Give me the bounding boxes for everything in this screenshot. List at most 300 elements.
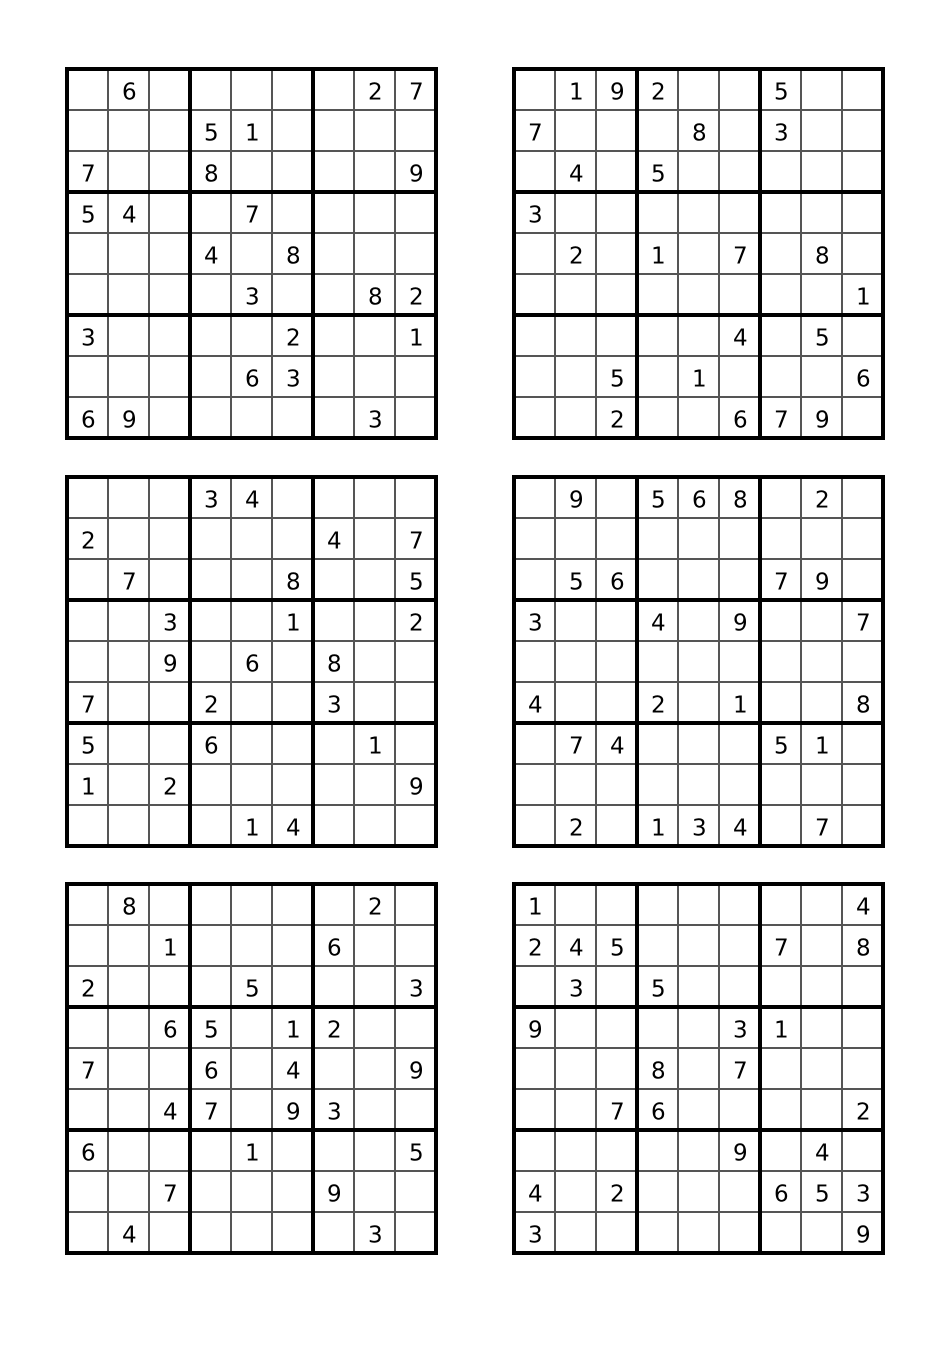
sudoku-cell[interactable] [514,1089,555,1130]
sudoku-cell[interactable] [719,274,760,315]
sudoku-cell[interactable] [801,1171,842,1212]
sudoku-cell[interactable] [108,356,149,397]
sudoku-cell[interactable] [190,884,231,925]
sudoku-cell[interactable] [395,477,436,518]
sudoku-cell[interactable] [395,1171,436,1212]
sudoku-cell[interactable] [149,805,190,846]
sudoku-cell[interactable] [108,110,149,151]
sudoku-cell[interactable] [637,682,678,723]
sudoku-cell[interactable] [760,884,801,925]
sudoku-cell[interactable] [313,1212,354,1253]
sudoku-cell[interactable] [801,356,842,397]
sudoku-cell[interactable] [354,397,395,438]
sudoku-cell[interactable] [514,233,555,274]
sudoku-cell[interactable] [354,1007,395,1048]
sudoku-cell[interactable] [67,641,108,682]
sudoku-cell[interactable] [719,233,760,274]
sudoku-cell[interactable] [514,723,555,764]
sudoku-cell[interactable] [514,1007,555,1048]
sudoku-cell[interactable] [555,1212,596,1253]
sudoku-cell[interactable] [190,274,231,315]
sudoku-cell[interactable] [67,518,108,559]
sudoku-cell[interactable] [231,1089,272,1130]
sudoku-cell[interactable] [190,518,231,559]
sudoku-cell[interactable] [149,966,190,1007]
sudoku-cell[interactable] [67,1212,108,1253]
sudoku-cell[interactable] [760,764,801,805]
sudoku-cell[interactable] [801,682,842,723]
sudoku-cell[interactable] [313,925,354,966]
sudoku-cell[interactable] [395,1048,436,1089]
sudoku-cell[interactable] [272,723,313,764]
sudoku-cell[interactable] [395,192,436,233]
sudoku-cell[interactable] [514,805,555,846]
sudoku-cell[interactable] [678,682,719,723]
sudoku-cell[interactable] [555,1171,596,1212]
sudoku-cell[interactable] [555,1007,596,1048]
sudoku-cell[interactable] [719,559,760,600]
sudoku-cell[interactable] [719,764,760,805]
sudoku-cell[interactable] [760,315,801,356]
sudoku-cell[interactable] [801,884,842,925]
sudoku-cell[interactable] [801,274,842,315]
sudoku-cell[interactable] [637,764,678,805]
sudoku-cell[interactable] [313,682,354,723]
sudoku-cell[interactable] [842,1171,883,1212]
sudoku-cell[interactable] [719,69,760,110]
sudoku-cell[interactable] [354,518,395,559]
sudoku-cell[interactable] [637,151,678,192]
sudoku-cell[interactable] [313,723,354,764]
sudoku-cell[interactable] [555,477,596,518]
sudoku-cell[interactable] [596,151,637,192]
sudoku-cell[interactable] [231,397,272,438]
sudoku-cell[interactable] [149,192,190,233]
sudoku-cell[interactable] [231,884,272,925]
sudoku-cell[interactable] [760,110,801,151]
sudoku-cell[interactable] [354,233,395,274]
sudoku-cell[interactable] [555,1089,596,1130]
sudoku-cell[interactable] [354,723,395,764]
sudoku-cell[interactable] [313,1048,354,1089]
sudoku-cell[interactable] [514,1048,555,1089]
sudoku-cell[interactable] [678,925,719,966]
sudoku-cell[interactable] [842,600,883,641]
sudoku-cell[interactable] [760,1007,801,1048]
sudoku-cell[interactable] [555,966,596,1007]
sudoku-cell[interactable] [842,559,883,600]
sudoku-cell[interactable] [596,110,637,151]
sudoku-cell[interactable] [108,1048,149,1089]
sudoku-cell[interactable] [354,966,395,1007]
sudoku-cell[interactable] [514,641,555,682]
sudoku-cell[interactable] [231,723,272,764]
sudoku-cell[interactable] [231,315,272,356]
sudoku-cell[interactable] [108,1007,149,1048]
sudoku-cell[interactable] [678,1212,719,1253]
sudoku-cell[interactable] [801,518,842,559]
sudoku-cell[interactable] [842,274,883,315]
sudoku-cell[interactable] [149,151,190,192]
sudoku-cell[interactable] [272,925,313,966]
sudoku-cell[interactable] [149,356,190,397]
sudoku-cell[interactable] [842,151,883,192]
sudoku-cell[interactable] [67,1048,108,1089]
sudoku-cell[interactable] [514,764,555,805]
sudoku-cell[interactable] [108,1171,149,1212]
sudoku-cell[interactable] [596,1212,637,1253]
sudoku-cell[interactable] [190,233,231,274]
sudoku-cell[interactable] [596,925,637,966]
sudoku-cell[interactable] [719,682,760,723]
sudoku-cell[interactable] [190,315,231,356]
sudoku-cell[interactable] [108,805,149,846]
sudoku-cell[interactable] [272,477,313,518]
sudoku-cell[interactable] [108,682,149,723]
sudoku-cell[interactable] [149,110,190,151]
sudoku-cell[interactable] [67,1171,108,1212]
sudoku-cell[interactable] [354,151,395,192]
sudoku-cell[interactable] [760,477,801,518]
sudoku-cell[interactable] [514,274,555,315]
sudoku-cell[interactable] [354,1048,395,1089]
sudoku-cell[interactable] [842,925,883,966]
sudoku-cell[interactable] [555,1048,596,1089]
sudoku-cell[interactable] [108,641,149,682]
sudoku-cell[interactable] [760,925,801,966]
sudoku-cell[interactable] [149,274,190,315]
sudoku-cell[interactable] [555,151,596,192]
sudoku-cell[interactable] [149,600,190,641]
sudoku-cell[interactable] [555,1130,596,1171]
sudoku-cell[interactable] [596,1130,637,1171]
sudoku-cell[interactable] [354,559,395,600]
sudoku-cell[interactable] [719,723,760,764]
sudoku-cell[interactable] [231,682,272,723]
sudoku-cell[interactable] [67,69,108,110]
sudoku-cell[interactable] [354,925,395,966]
sudoku-cell[interactable] [67,477,108,518]
sudoku-cell[interactable] [514,1171,555,1212]
sudoku-cell[interactable] [395,110,436,151]
sudoku-cell[interactable] [760,966,801,1007]
sudoku-cell[interactable] [678,397,719,438]
sudoku-cell[interactable] [514,151,555,192]
sudoku-cell[interactable] [272,233,313,274]
sudoku-cell[interactable] [67,723,108,764]
sudoku-cell[interactable] [801,723,842,764]
sudoku-cell[interactable] [354,315,395,356]
sudoku-cell[interactable] [842,966,883,1007]
sudoku-cell[interactable] [555,884,596,925]
sudoku-cell[interactable] [395,518,436,559]
sudoku-cell[interactable] [313,600,354,641]
sudoku-cell[interactable] [842,518,883,559]
sudoku-cell[interactable] [555,764,596,805]
sudoku-cell[interactable] [514,69,555,110]
sudoku-cell[interactable] [719,1212,760,1253]
sudoku-cell[interactable] [678,315,719,356]
sudoku-cell[interactable] [231,69,272,110]
sudoku-cell[interactable] [637,110,678,151]
sudoku-cell[interactable] [67,274,108,315]
sudoku-cell[interactable] [678,69,719,110]
sudoku-cell[interactable] [760,723,801,764]
sudoku-cell[interactable] [190,966,231,1007]
sudoku-cell[interactable] [637,233,678,274]
sudoku-cell[interactable] [555,925,596,966]
sudoku-cell[interactable] [801,600,842,641]
sudoku-cell[interactable] [272,1048,313,1089]
sudoku-cell[interactable] [149,518,190,559]
sudoku-cell[interactable] [108,966,149,1007]
sudoku-cell[interactable] [149,641,190,682]
sudoku-cell[interactable] [395,397,436,438]
sudoku-cell[interactable] [801,1007,842,1048]
sudoku-cell[interactable] [395,723,436,764]
sudoku-cell[interactable] [842,315,883,356]
sudoku-cell[interactable] [395,1212,436,1253]
sudoku-cell[interactable] [719,1007,760,1048]
sudoku-cell[interactable] [760,356,801,397]
sudoku-cell[interactable] [801,805,842,846]
sudoku-cell[interactable] [313,884,354,925]
sudoku-cell[interactable] [596,1048,637,1089]
sudoku-cell[interactable] [555,356,596,397]
sudoku-cell[interactable] [108,518,149,559]
sudoku-cell[interactable] [637,1007,678,1048]
sudoku-cell[interactable] [678,641,719,682]
sudoku-cell[interactable] [354,477,395,518]
sudoku-cell[interactable] [190,1048,231,1089]
sudoku-cell[interactable] [395,1007,436,1048]
sudoku-cell[interactable] [67,600,108,641]
sudoku-cell[interactable] [637,925,678,966]
sudoku-cell[interactable] [801,559,842,600]
sudoku-cell[interactable] [514,559,555,600]
sudoku-cell[interactable] [637,1048,678,1089]
sudoku-cell[interactable] [190,192,231,233]
sudoku-cell[interactable] [67,315,108,356]
sudoku-cell[interactable] [313,1171,354,1212]
sudoku-cell[interactable] [108,1130,149,1171]
sudoku-cell[interactable] [555,518,596,559]
sudoku-cell[interactable] [190,682,231,723]
sudoku-cell[interactable] [313,274,354,315]
sudoku-cell[interactable] [514,110,555,151]
sudoku-cell[interactable] [354,69,395,110]
sudoku-cell[interactable] [555,559,596,600]
sudoku-cell[interactable] [678,151,719,192]
sudoku-cell[interactable] [108,1089,149,1130]
sudoku-cell[interactable] [190,356,231,397]
sudoku-cell[interactable] [231,1048,272,1089]
sudoku-cell[interactable] [801,764,842,805]
sudoku-cell[interactable] [801,1130,842,1171]
sudoku-cell[interactable] [842,682,883,723]
sudoku-cell[interactable] [760,559,801,600]
sudoku-cell[interactable] [678,356,719,397]
sudoku-cell[interactable] [637,69,678,110]
sudoku-cell[interactable] [555,397,596,438]
sudoku-cell[interactable] [313,559,354,600]
sudoku-cell[interactable] [678,764,719,805]
sudoku-cell[interactable] [596,192,637,233]
sudoku-cell[interactable] [760,1171,801,1212]
sudoku-cell[interactable] [272,1171,313,1212]
sudoku-cell[interactable] [555,682,596,723]
sudoku-cell[interactable] [313,151,354,192]
sudoku-cell[interactable] [719,641,760,682]
sudoku-cell[interactable] [231,925,272,966]
sudoku-cell[interactable] [678,600,719,641]
sudoku-cell[interactable] [678,1130,719,1171]
sudoku-cell[interactable] [395,925,436,966]
sudoku-cell[interactable] [678,110,719,151]
sudoku-cell[interactable] [719,925,760,966]
sudoku-cell[interactable] [354,1212,395,1253]
sudoku-cell[interactable] [272,600,313,641]
sudoku-cell[interactable] [190,110,231,151]
sudoku-cell[interactable] [272,1089,313,1130]
sudoku-cell[interactable] [190,1130,231,1171]
sudoku-cell[interactable] [108,600,149,641]
sudoku-cell[interactable] [190,805,231,846]
sudoku-cell[interactable] [354,600,395,641]
sudoku-cell[interactable] [596,315,637,356]
sudoku-cell[interactable] [395,884,436,925]
sudoku-cell[interactable] [272,356,313,397]
sudoku-cell[interactable] [637,274,678,315]
sudoku-cell[interactable] [190,641,231,682]
sudoku-cell[interactable] [678,884,719,925]
sudoku-cell[interactable] [842,764,883,805]
sudoku-cell[interactable] [272,315,313,356]
sudoku-cell[interactable] [149,397,190,438]
sudoku-cell[interactable] [190,397,231,438]
sudoku-cell[interactable] [596,518,637,559]
sudoku-cell[interactable] [842,723,883,764]
sudoku-cell[interactable] [231,764,272,805]
sudoku-cell[interactable] [801,1089,842,1130]
sudoku-cell[interactable] [637,600,678,641]
sudoku-cell[interactable] [760,233,801,274]
sudoku-cell[interactable] [555,274,596,315]
sudoku-cell[interactable] [596,966,637,1007]
sudoku-cell[interactable] [514,884,555,925]
sudoku-cell[interactable] [514,397,555,438]
sudoku-cell[interactable] [272,1130,313,1171]
sudoku-cell[interactable] [555,233,596,274]
sudoku-cell[interactable] [555,69,596,110]
sudoku-cell[interactable] [272,559,313,600]
sudoku-cell[interactable] [313,966,354,1007]
sudoku-cell[interactable] [760,1212,801,1253]
sudoku-cell[interactable] [67,925,108,966]
sudoku-cell[interactable] [801,966,842,1007]
sudoku-cell[interactable] [313,192,354,233]
sudoku-cell[interactable] [231,966,272,1007]
sudoku-cell[interactable] [514,1130,555,1171]
sudoku-cell[interactable] [801,397,842,438]
sudoku-cell[interactable] [596,600,637,641]
sudoku-cell[interactable] [514,356,555,397]
sudoku-cell[interactable] [108,559,149,600]
sudoku-cell[interactable] [395,1089,436,1130]
sudoku-cell[interactable] [760,274,801,315]
sudoku-cell[interactable] [596,641,637,682]
sudoku-cell[interactable] [272,192,313,233]
sudoku-cell[interactable] [637,356,678,397]
sudoku-cell[interactable] [842,477,883,518]
sudoku-cell[interactable] [842,1089,883,1130]
sudoku-cell[interactable] [637,1089,678,1130]
sudoku-cell[interactable] [354,1171,395,1212]
sudoku-cell[interactable] [149,1089,190,1130]
sudoku-cell[interactable] [313,641,354,682]
sudoku-cell[interactable] [760,518,801,559]
sudoku-cell[interactable] [596,356,637,397]
sudoku-cell[interactable] [354,1089,395,1130]
sudoku-cell[interactable] [149,723,190,764]
sudoku-cell[interactable] [395,356,436,397]
sudoku-cell[interactable] [719,1089,760,1130]
sudoku-cell[interactable] [354,641,395,682]
sudoku-cell[interactable] [596,682,637,723]
sudoku-cell[interactable] [678,274,719,315]
sudoku-cell[interactable] [395,1130,436,1171]
sudoku-cell[interactable] [313,110,354,151]
sudoku-cell[interactable] [190,723,231,764]
sudoku-cell[interactable] [514,518,555,559]
sudoku-cell[interactable] [842,69,883,110]
sudoku-cell[interactable] [637,477,678,518]
sudoku-cell[interactable] [555,110,596,151]
sudoku-cell[interactable] [231,805,272,846]
sudoku-cell[interactable] [108,884,149,925]
sudoku-cell[interactable] [313,233,354,274]
sudoku-cell[interactable] [354,682,395,723]
sudoku-cell[interactable] [272,966,313,1007]
sudoku-cell[interactable] [149,1130,190,1171]
sudoku-cell[interactable] [354,110,395,151]
sudoku-cell[interactable] [395,966,436,1007]
sudoku-cell[interactable] [190,151,231,192]
sudoku-cell[interactable] [149,1171,190,1212]
sudoku-cell[interactable] [108,315,149,356]
sudoku-cell[interactable] [514,966,555,1007]
sudoku-cell[interactable] [555,641,596,682]
sudoku-cell[interactable] [637,315,678,356]
sudoku-cell[interactable] [231,110,272,151]
sudoku-cell[interactable] [678,805,719,846]
sudoku-cell[interactable] [313,477,354,518]
sudoku-cell[interactable] [760,600,801,641]
sudoku-cell[interactable] [149,1212,190,1253]
sudoku-cell[interactable] [678,966,719,1007]
sudoku-cell[interactable] [801,477,842,518]
sudoku-cell[interactable] [596,233,637,274]
sudoku-cell[interactable] [842,1130,883,1171]
sudoku-cell[interactable] [108,764,149,805]
sudoku-cell[interactable] [596,1007,637,1048]
sudoku-cell[interactable] [719,151,760,192]
sudoku-cell[interactable] [801,315,842,356]
sudoku-cell[interactable] [637,1212,678,1253]
sudoku-cell[interactable] [678,559,719,600]
sudoku-cell[interactable] [637,1171,678,1212]
sudoku-cell[interactable] [149,315,190,356]
